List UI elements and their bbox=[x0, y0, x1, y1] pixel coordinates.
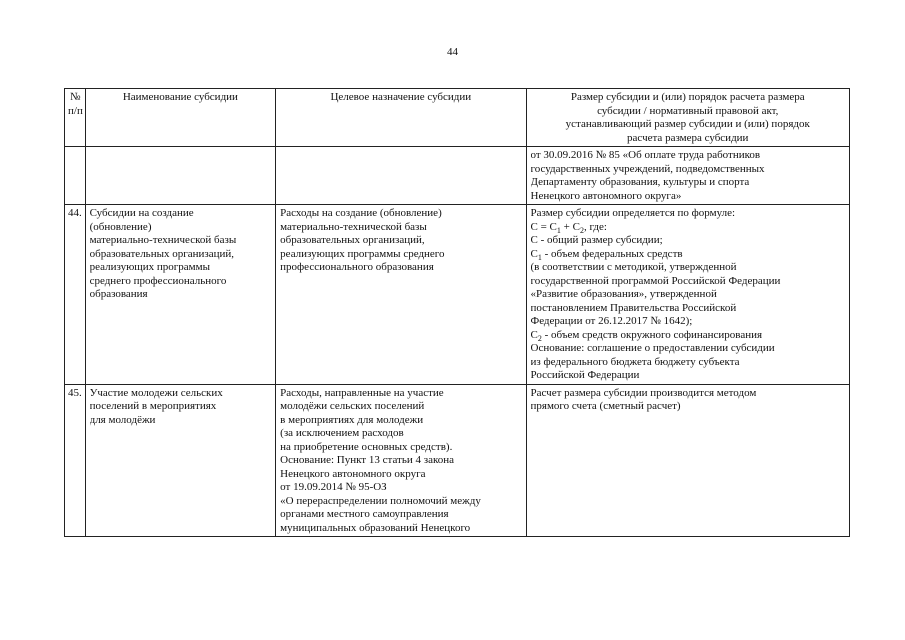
row45-purpose-line: «О перераспределении полномочий между bbox=[280, 494, 481, 507]
header-purpose-line: Целевое назначение субсидии bbox=[330, 91, 472, 103]
header-size bbox=[526, 89, 850, 147]
row45-num: 45. bbox=[65, 384, 86, 537]
row45-name-cell bbox=[85, 384, 276, 537]
header-num-line: п/п bbox=[68, 104, 83, 117]
c2-line: $С_2$ - объем средств окружного софинансирования bbox=[530, 328, 763, 342]
row44-name-line: образования bbox=[89, 288, 148, 300]
row45-name-line: для молодёжи bbox=[89, 413, 156, 426]
row44-purpose-line: профессионального образования bbox=[280, 261, 434, 273]
header-num bbox=[65, 89, 86, 147]
cont-size-line: Департаменту образования, культуры и спорта bbox=[530, 176, 750, 188]
row45-purpose-cell bbox=[276, 384, 526, 537]
cont-name-cell bbox=[85, 147, 276, 205]
row44-size-line: государственной программой Российской Федерации bbox=[530, 274, 781, 287]
cont-size-cell bbox=[526, 147, 850, 205]
row44-name-line: Субсидии на создание bbox=[89, 207, 194, 219]
row44-name-line: среднего профессионального bbox=[89, 274, 227, 287]
row45-name-line: Участие молодежи сельских bbox=[89, 386, 223, 399]
row45-purpose-line: Ненецкого автономного округа bbox=[280, 467, 426, 480]
header-num-line: № bbox=[70, 91, 81, 103]
row44-purpose-line: реализующих программы среднего bbox=[280, 247, 445, 260]
row44-name-line: образовательных организаций, bbox=[89, 247, 235, 260]
header-size-line: субсидии / нормативный правовой акт, bbox=[597, 104, 779, 117]
row45-purpose-line: (за исключением расходов bbox=[280, 427, 404, 439]
row45-size-line: Расчет размера субсидии производится методом bbox=[530, 386, 757, 399]
row45-name-line: поселений в мероприятиях bbox=[89, 400, 217, 412]
cont-purpose-cell bbox=[276, 147, 526, 205]
header-purpose bbox=[276, 89, 526, 147]
cont-num-cell bbox=[65, 147, 86, 205]
header-name bbox=[85, 89, 276, 147]
cont-size-line: государственных учреждений, подведомственных bbox=[530, 162, 765, 175]
row45-purpose-line: в мероприятиях для молодежи bbox=[280, 413, 424, 426]
row44-name-cell bbox=[85, 205, 276, 385]
row45-size-line: прямого счета (сметный расчет) bbox=[530, 400, 681, 412]
continuation-row bbox=[65, 147, 850, 205]
row-44 bbox=[65, 205, 850, 385]
row45-purpose-line: Расходы, направленные на участие bbox=[280, 386, 444, 399]
row44-size-line: Основание: соглашение о предоставлении субсидии bbox=[530, 342, 775, 354]
header-size-line: Размер субсидии и (или) порядок расчета размера bbox=[570, 91, 805, 103]
header-name-line: Наименование субсидии bbox=[122, 91, 238, 103]
row44-size-line: Российской Федерации bbox=[530, 369, 640, 381]
row-45 bbox=[65, 384, 850, 537]
row45-purpose-line: молодёжи сельских поселений bbox=[280, 400, 425, 412]
c1-line: $С_1$ - объем федеральных средств bbox=[530, 247, 683, 261]
row44-size-line: из федерального бюджета бюджету субъекта bbox=[530, 355, 740, 368]
row44-name-line: (обновление) bbox=[89, 220, 152, 233]
row44-purpose-line: материально-технической базы bbox=[280, 220, 427, 233]
row44-size-line: «Развитие образования», утвержденной bbox=[530, 288, 717, 300]
row44-num: 44. bbox=[65, 205, 86, 385]
cont-size-line: Ненецкого автономного округа» bbox=[530, 189, 682, 202]
row44-size-cell bbox=[526, 205, 850, 385]
row44-size-line: Федерации от 26.12.2017 № 1642); bbox=[530, 315, 693, 327]
row44-size-line: постановлением Правительства Российской bbox=[530, 301, 737, 314]
row45-purpose-line: муниципальных образований Ненецкого bbox=[280, 521, 471, 534]
row44-name-line: материально-технической базы bbox=[89, 234, 237, 246]
row44-size-line: Размер субсидии определяется по формуле: bbox=[530, 207, 736, 219]
row44-size-line: С - общий размер субсидии; bbox=[530, 234, 663, 246]
subsidy-table bbox=[64, 88, 850, 537]
row45-purpose-line: органами местного самоуправления bbox=[280, 508, 449, 520]
row44-name-line: реализующих программы bbox=[89, 261, 210, 273]
header-row bbox=[65, 89, 850, 147]
formula-line: $С = С_1 + С_2$, где: bbox=[530, 220, 607, 234]
page-number: 44 bbox=[447, 46, 458, 58]
header-size-line: устанавливающий размер субсидии и (или) порядок bbox=[565, 118, 810, 130]
row44-purpose-line: образовательных организаций, bbox=[280, 234, 425, 246]
row44-purpose-line: Расходы на создание (обновление) bbox=[280, 207, 442, 219]
cont-size-line: от 30.09.2016 № 85 «Об оплате труда работников bbox=[530, 149, 761, 161]
row45-size-cell bbox=[526, 384, 850, 537]
row45-purpose-line: на приобретение основных средств). bbox=[280, 440, 453, 453]
header-size-line: расчета размера субсидии bbox=[627, 131, 749, 144]
row44-size-line: (в соответствии с методикой, утвержденной bbox=[530, 261, 737, 273]
row45-purpose-line: Основание: Пункт 13 статьи 4 закона bbox=[280, 454, 455, 466]
row44-purpose-cell bbox=[276, 205, 526, 385]
row45-purpose-line: от 19.09.2014 № 95-ОЗ bbox=[280, 481, 387, 493]
